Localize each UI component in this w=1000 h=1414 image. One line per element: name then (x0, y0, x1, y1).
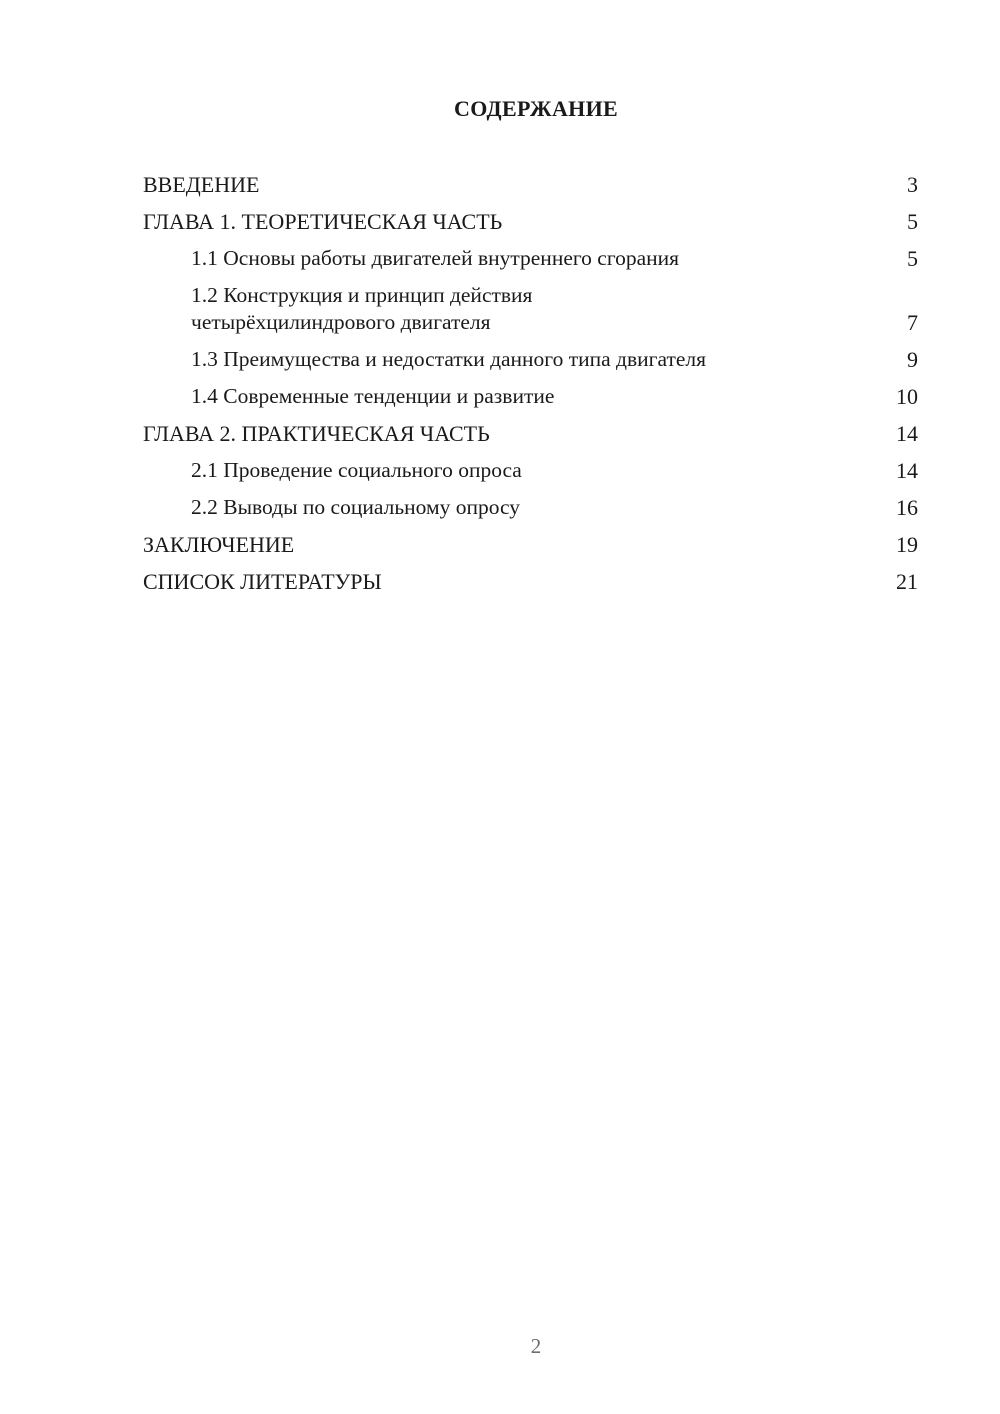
toc-item-page: 5 (907, 209, 918, 234)
toc-item-page: 3 (907, 172, 918, 197)
toc-item-introduction[interactable] (143, 166, 918, 203)
toc-item-chapter-1[interactable] (143, 203, 918, 240)
toc-item-chapter-2[interactable] (143, 415, 918, 452)
toc-item-text: СПИСОК ЛИТЕРАТУРЫ (143, 569, 382, 594)
toc-item-page: 5 (907, 246, 918, 271)
toc-item-text: ВВЕДЕНИЕ (143, 172, 260, 197)
toc-item-text: 2.2 Выводы по социальному опросу (191, 495, 521, 519)
toc-item-text: ГЛАВА 1. ТЕОРЕТИЧЕСКАЯ ЧАСТЬ (143, 209, 503, 234)
toc-item-text: ГЛАВА 2. ПРАКТИЧЕСКАЯ ЧАСТЬ (143, 421, 490, 446)
toc-item-text: ЗАКЛЮЧЕНИЕ (143, 532, 295, 557)
toc-item-page: 21 (896, 569, 918, 594)
toc-item-page: 14 (896, 458, 918, 483)
toc-item-page: 19 (896, 532, 918, 557)
toc-item-section-1-3[interactable] (143, 341, 918, 378)
toc-item-section-1-2[interactable] (143, 277, 918, 341)
toc-item-page: 7 (907, 310, 918, 335)
toc-item-section-1-1[interactable] (143, 240, 918, 277)
page-number: 2 (530, 1334, 542, 1358)
toc-item-page: 16 (896, 495, 918, 520)
page-title: СОДЕРЖАНИЕ (454, 96, 618, 121)
toc-item-references[interactable] (143, 563, 918, 600)
toc-item-text: 2.1 Проведение социального опроса (191, 458, 522, 482)
toc-item-page: 9 (907, 347, 918, 372)
toc-item-text: 1.1 Основы работы двигателей внутреннего сгорания (191, 246, 680, 270)
toc-item-section-1-4[interactable] (143, 378, 918, 415)
toc-item-text: 1.4 Современные тенденции и развитие (191, 384, 555, 408)
toc-item-text: 1.3 Преимущества и недостатки данного типа двигателя (191, 347, 707, 371)
toc-item-page: 14 (896, 421, 918, 446)
toc-item-conclusion[interactable] (143, 526, 918, 563)
toc-item-section-2-2[interactable] (143, 489, 918, 526)
toc-item-text: 1.2 Конструкция и принцип действия четырёхцилиндрового двигателя (191, 283, 533, 334)
toc-item-section-2-1[interactable] (143, 452, 918, 489)
toc-item-page: 10 (896, 384, 918, 409)
table-of-contents (143, 166, 918, 600)
